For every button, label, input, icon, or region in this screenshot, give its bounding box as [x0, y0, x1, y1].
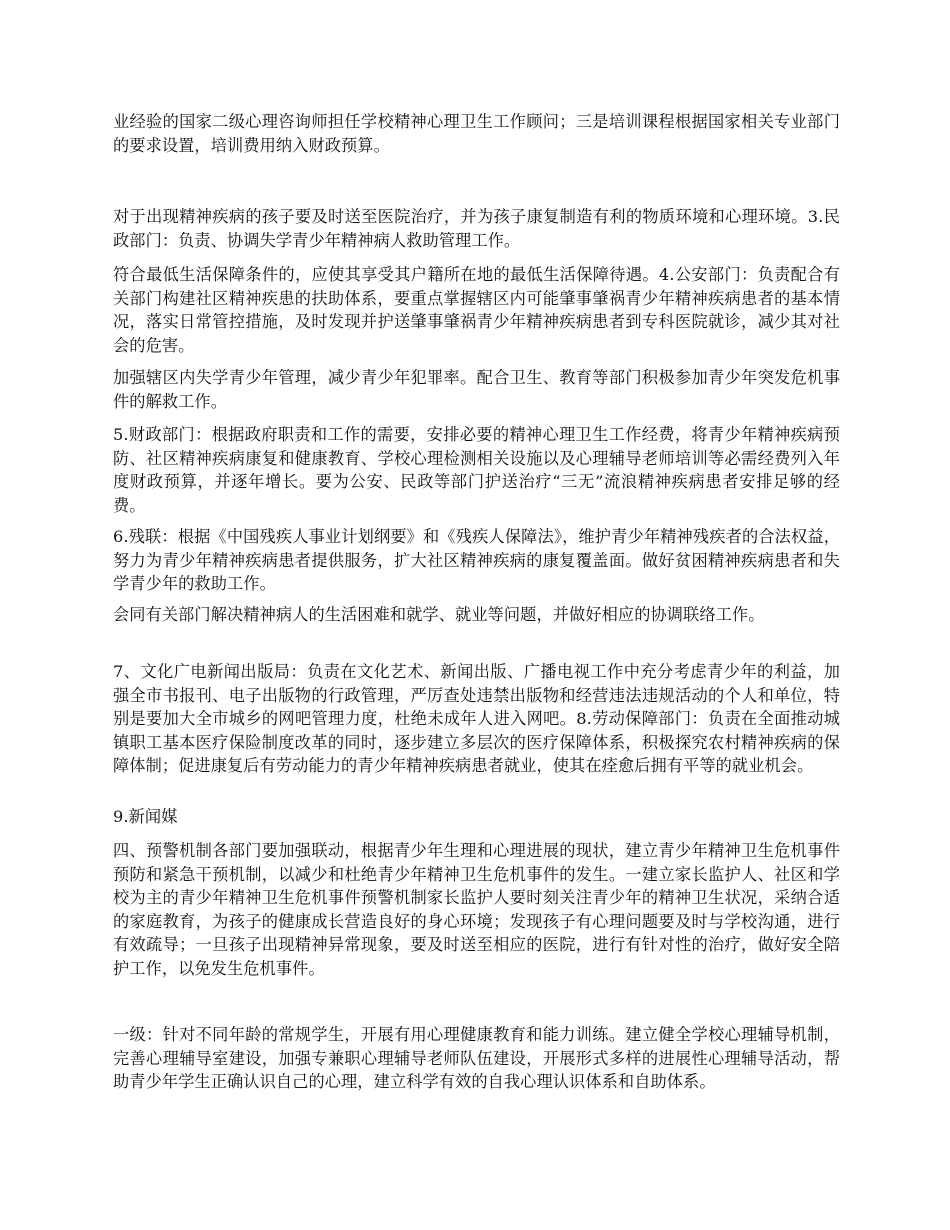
paragraph-coordination: 会同有关部门解决精神病人的生活困难和就学、就业等问题，并做好相应的协调联络工作。 — [113, 605, 765, 624]
paragraph-early-warning: 四、预警机制各部门要加强联动，根据青少年生理和心理进展的现状，建立青少年精神卫生危机事件预防和紧急干预机制，以减少和杜绝青少年精神卫生危机事件的发生。一建立家长监护人、社区和学校为主的青少年精神卫生危机事件预警机制家长监护人要时刻关注青少年的精神卫生状况，采纳合适的家庭教育，为孩子的健康成长营造良好的身心环境；发现孩子有心理问题要及时与学校沟通，进行有效疏导；一旦孩子出现精神异常现象，要及时送至相应的医院，进行有针对性的治疗，做好安全陪护工作，以免发生危机事件。 — [113, 841, 840, 978]
paragraph-public-security: 符合最低生活保障条件的，应使其享受其户籍所在地的最低生活保障待遇。4.公安部门：负责配合有关部门构建社区精神疾患的扶助体系，要重点掌握辖区内可能肇事肇祸青少年精神疾病患者的基本情况，落实日常管控措施，及时发现并护送肇事肇祸青少年精神疾病患者到专科医院就诊，减少其对社会的危害。 — [113, 265, 840, 355]
paragraph-district-management: 加强辖区内失学青少年管理，减少青少年犯罪率。配合卫生、教育等部门积极参加青少年突发危机事件的解救工作。 — [113, 368, 840, 411]
paragraph-finance: 5.财政部门：根据政府职责和工作的需要，安排必要的精神心理卫生工作经费，将青少年精神疾病预防、社区精神疾病康复和健康教育、学校心理检测相关设施以及心理辅导老师培训等必需经费列入年度财政预算，并逐年增长。要为公安、民政等部门护送治疗“三无”流浪精神疾病患者安排足够的经费。 — [113, 425, 840, 515]
paragraph-culture-labor: 7、文化广电新闻出版局：负责在文化艺术、新闻出版、广播电视工作中充分考虑青少年的利益，加强全市书报刊、电子出版物的行政管理，严厉查处违禁出版物和经营违法违规活动的个人和单位，特别是要加大全市城乡的网吧管理力度，杜绝未成年人进入网吧。8.劳动保障部门：负责在全面推动城镇职工基本医疗保险制度改革的同时，逐步建立多层次的医疗保障体系，积极探究农村精神疾病的保障体制；促进康复后有劳动能力的青少年精神疾病患者就业，使其在痊愈后拥有平等的就业机会。 — [113, 662, 840, 775]
paragraph-training-funding: 业经验的国家二级心理咨询师担任学校精神心理卫生工作顾问；三是培训课程根据国家相关专业部门的要求设置，培训费用纳入财政预算。 — [113, 112, 840, 155]
paragraph-news-media: 9.新闻媒 — [113, 807, 178, 826]
paragraph-disabled-federation: 6.残联：根据《中国残疾人事业计划纲要》和《残疾人保障法》，维护青少年精神残疾者的合法权益，努力为青少年精神疾病患者提供服务，扩大社区精神疾病的康复覆盖面。做好贫困精神疾病患者和失学青少年的救助工作。 — [113, 527, 840, 593]
paragraph-level-one: 一级：针对不同年龄的常规学生，开展有用心理健康教育和能力训练。建立健全学校心理辅导机制，完善心理辅导室建设，加强专兼职心理辅导老师队伍建设，开展形式多样的进展性心理辅导活动，帮助青少年学生正确认识自己的心理，建立科学有效的自我心理认识体系和自助体系。 — [113, 1025, 840, 1091]
paragraph-civil-affairs: 对于出现精神疾病的孩子要及时送至医院治疗，并为孩子康复制造有利的物质环境和心理环境。3.民政部门：负责、协调失学青少年精神病人救助管理工作。 — [113, 207, 840, 250]
